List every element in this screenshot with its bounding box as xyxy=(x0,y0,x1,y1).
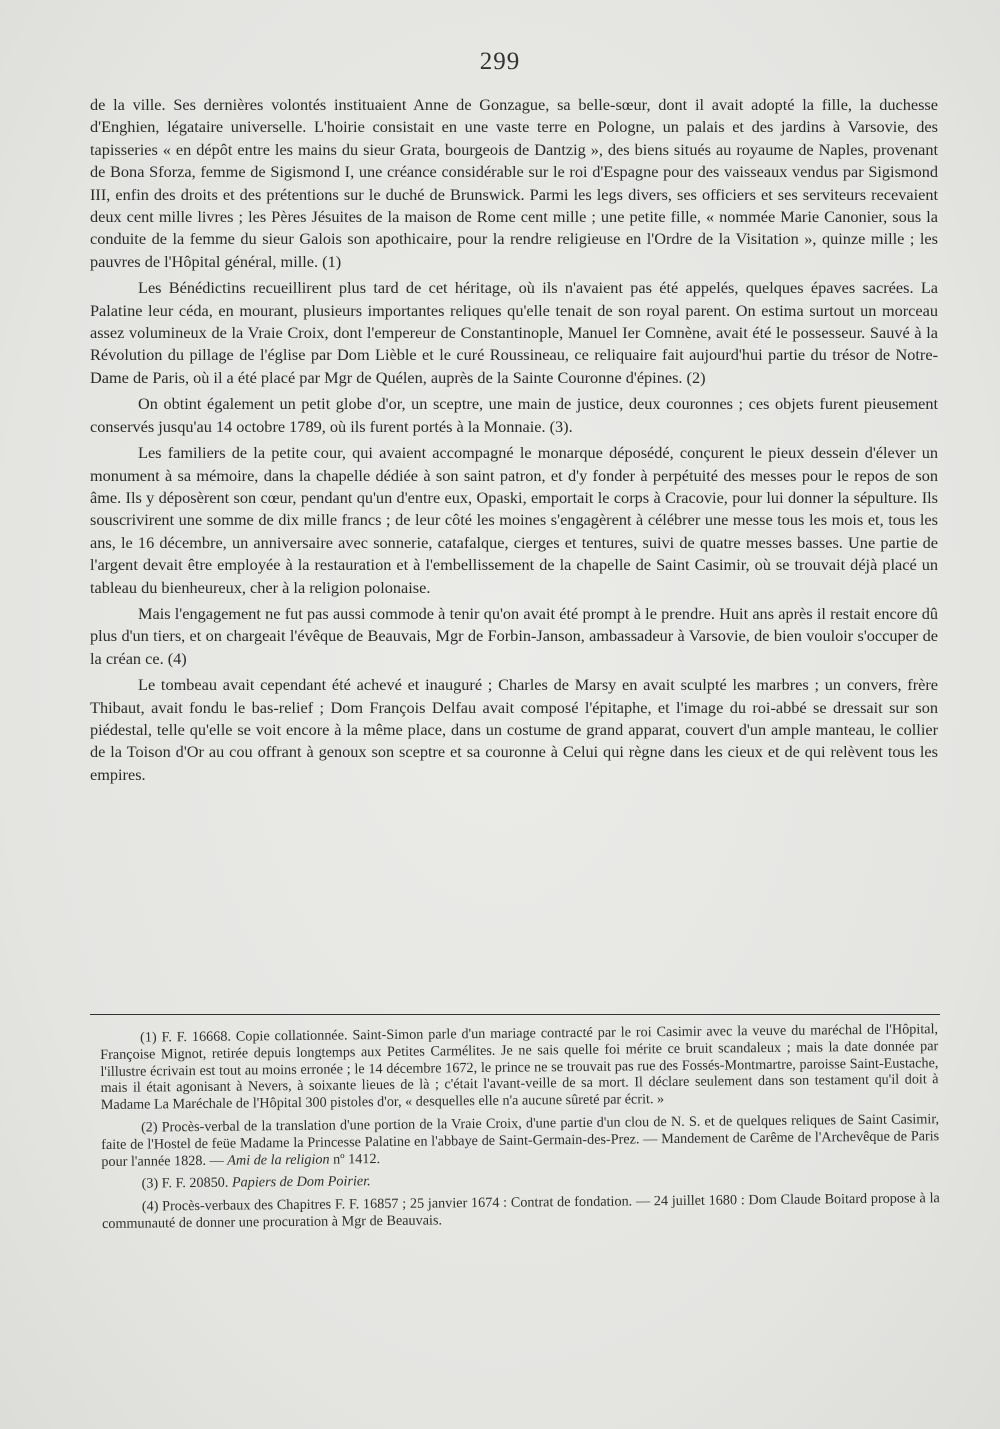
page-number: 299 xyxy=(479,48,521,75)
body-text xyxy=(90,94,938,786)
footnote-3 xyxy=(102,1168,940,1194)
footnote-2-title: Ami de la religion xyxy=(227,1151,330,1169)
footnote-2 xyxy=(101,1111,939,1170)
footnote-4: (4) Procès-verbaux des Chapitres F. F. 16857 ; 25 janvier 1674 : Contrat de fondation. — 24 juillet 1680 : Dom Claude Boitard propose à la communauté de donner une procuration à Mgr de Beauvais. xyxy=(101,1190,940,1232)
paragraph-1: de la ville. Ses dernières volontés instituaient Anne de Gonzague, sa belle-sœur, dont il avait adopté la fille, la duchesse d'Enghien, légataire universelle. L'hoirie consistait en une vaste terre en Pologne, un palais et des jardins à Varsovie, des tapisseries « en dépôt entre les mains du sieur Grata, bourgeois de Dantzig », des biens situés au royaume de Naples, provenant de Bona Sforza, femme de Sigismond I, une créance considérable sur le roi d'Espagne pour des vaisseaux vendus par Sigismond III, enfin des droits et des prétentions sur le duché de Brunswick. Parmi les legs divers, ses officiers et ses serviteurs recevaient deux cent mille livres ; les Pères Jésuites de la maison de Rome cent mille ; une petite fille, « nommée Marie Canonier, sous la conduite de la femme du sieur Galois son apothicaire, pour la rendre religieuse en l'Ordre de la Visitation », quinze mille ; les pauvres de l'Hôpital général, mille. (1) xyxy=(90,95,938,271)
paragraph-3: On obtint également un petit globe d'or, un sceptre, une main de justice, deux couronnes ; ces objets furent pieusement conservés jusqu'au 14 octobre 1789, où ils furent portés à la Monnaie. (3). xyxy=(90,394,938,436)
footnote-2-text: (2) Procès-verbal de la translation d'une portion de la Vraie Croix, d'une partie d'un clou de N. S. et de quelques reliques de Saint Casimir, faite de l'Hostel de feüe Madame la Princesse Palatine en l'abbaye de Saint-Germain-des-Prez. — Mandement de Carême de l'Archevêque de Paris pour l'année 1828. — xyxy=(101,1111,940,1170)
footnote-2-number: nº 1412. xyxy=(329,1150,381,1168)
footnote-separator xyxy=(90,1014,940,1015)
footnotes xyxy=(100,1021,940,1233)
paragraph-4: Les familiers de la petite cour, qui avaient accompagné le monarque déposédé, conçurent le pieux dessein d'élever un monument à sa mémoire, dans la chapelle dédiée à son saint patron, et d'y fonder à perpétuité des messes pour le repos de son âme. Ils y déposèrent son cœur, pendant qu'un d'entre eux, Opaski, emportait le corps à Cracovie, pour lui donner la sépulture. Ils souscrivirent une somme de dix mille francs ; de leur côté les moines s'engagèrent à célébrer une messe tous les mois et, tous les ans, le 16 décembre, un anniversaire avec sonnerie, catafalque, cierges et tentures, suivi de quatre messes basses. Une partie de l'argent devait être employée à la restauration et à l'embellissement de la chapelle de Saint Casimir, où se trouvait déjà placé un tableau du bienheureux, cher à la religion polonaise. xyxy=(90,443,938,597)
footnote-3-text: (3) F. F. 20850. xyxy=(141,1175,233,1192)
paragraph-2: Les Bénédictins recueillirent plus tard de cet héritage, où ils n'avaient pas été appelés, quelques épaves sacrées. La Palatine leur céda, en mourant, plusieurs importantes reliques qu'elle tenait de son royal parent. On estima surtout un morceau assez volumineux de la Vraie Croix, dont l'empereur de Constantinople, Manuel Ier Comnène, avait été le possesseur. Sauvé à la Révolution du pillage de l'église par Dom Lièble et le curé Roussineau, ce reliquaire fait aujourd'hui partie du trésor de Notre-Dame de Paris, où il a été placé par Mgr de Quélen, auprès de la Sainte Couronne d'épines. (2) xyxy=(90,278,938,387)
footnote-1: (1) F. F. 16668. Copie collationnée. Saint-Simon parle d'un mariage contracté par le roi Casimir avec la veuve du maréchal de l'Hôpital, Françoise Mignot, retirée depuis longtemps aux Petites Carmélites. Je ne sais quelle foi mérite ce bruit scandaleux ; mais la date donnée par l'illustre écrivain est tout au moins erronée ; le 14 décembre 1672, le prince ne se trouvait pas rue des Fossés-Montmartre, paroisse Saint-Eustache, mais il était agonisant à Nevers, à soixante lieues de là ; c'était l'avant-veille de sa mort. Il déclare seulement dans son testament qu'il doit à Madame La Maréchale de l'Hôpital 300 pistoles d'or, « desquelles elle n'a aucune sûreté par écrit. » xyxy=(100,1021,939,1114)
footnote-3-title: Papiers de Dom Poirier. xyxy=(231,1173,371,1192)
paragraph-6: Le tombeau avait cependant été achevé et inauguré ; Charles de Marsy en avait sculpté les marbres ; un convers, frère Thibaut, avait fondu le bas-relief ; Dom François Delfau avait composé l'épitaphe, et l'image du roi-abbé se dressait sur son piédestal, telle qu'elle se voit encore à la même place, dans un costume de grand apparat, couvert d'un ample manteau, le collier de la Toison d'Or au cou offrant à genoux son sceptre et sa couronne à Celui qui règne dans les cieux et de qui relèvent tous les empires. xyxy=(90,675,938,784)
paragraph-5: Mais l'engagement ne fut pas aussi commode à tenir qu'on avait été prompt à le prendre. Huit ans après il restait encore dû plus d'un tiers, et on chargeait l'évêque de Beauvais, Mgr de Forbin-Janson, ambassadeur à Varsovie, de bien vouloir s'occuper de la créan ce. (4) xyxy=(90,603,938,668)
